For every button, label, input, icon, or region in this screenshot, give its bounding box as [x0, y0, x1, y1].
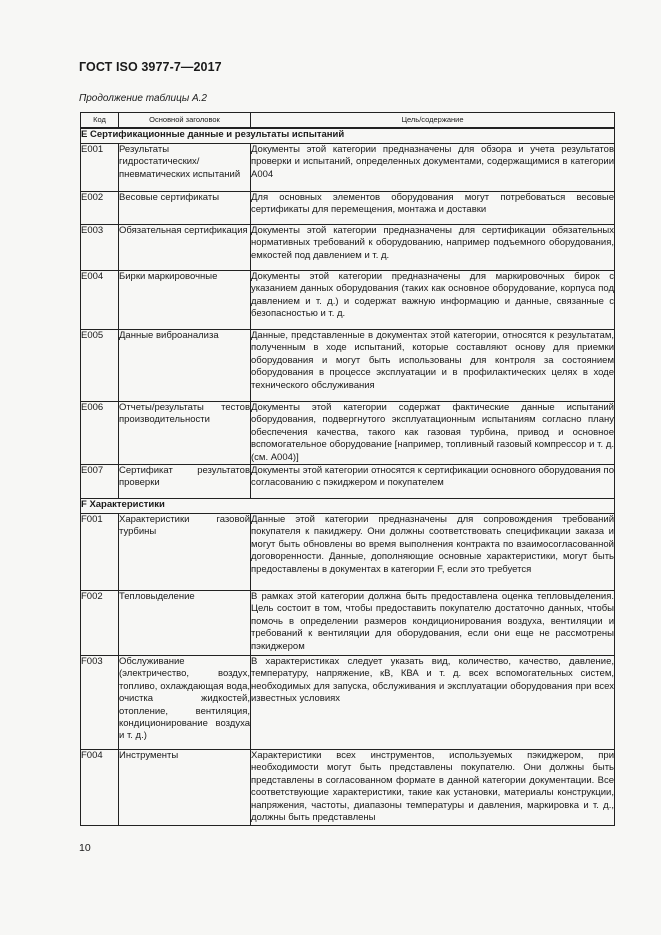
- row-heading: Обязательная сертификация: [119, 225, 251, 271]
- row-description: Документы этой категории предназначены для сертификации обязательных нормативных требований к оборудованию, например подъемного оборудования, емкостей под давлением и т. д.: [251, 225, 615, 271]
- row-heading: Бирки маркировочные: [119, 271, 251, 330]
- row-heading: Обслуживание (электричество, воздух, топливо, охлаждающая вода, очистка жидкостей, отопление, вентиляция, кондиционирование воздуха и т. д.): [119, 656, 251, 750]
- section-title: F Характеристики: [81, 499, 615, 514]
- table-row: [81, 591, 615, 656]
- row-description: Документы этой категории предназначены для маркировочных бирок с указанием данных оборудования (таких как основное оборудование, корпуса под давлением и т. д.) и содержат важную информацию и данные, связанные с безопасностью и т. д.: [251, 271, 615, 330]
- column-header-heading: Основной заголовок: [119, 113, 251, 129]
- row-code: Е007: [81, 465, 119, 499]
- row-heading: Данные виброанализа: [119, 330, 251, 402]
- row-description: Для основных элементов оборудования могут потребоваться весовые сертификаты для перемещения, монтажа и доставки: [251, 192, 615, 225]
- column-header-code: Код: [81, 113, 119, 129]
- row-description: В рамках этой категории должна быть предоставлена оценка тепловыделения. Цель состоит в том, чтобы предоставить покупателю достаточно данных, чтобы помочь в определении размеров кондиционирования воздуха, вентиляции и требований к вентиляции для оборудования, если они еще не рассмотрены пэкиджером: [251, 591, 615, 656]
- row-code: Е001: [81, 144, 119, 192]
- row-code: F002: [81, 591, 119, 656]
- row-description: Данные, представленные в документах этой категории, относятся к результатам, полученным в ходе испытаний, которые составляют основу для приемки оборудования и могут быть использованы для контроля за состоянием оборудования в процессе эксплуатации и в профилактических целях в ходе технического обслуживания: [251, 330, 615, 402]
- row-heading: Тепловыделение: [119, 591, 251, 656]
- row-description: Характеристики всех инструментов, используемых пэкиджером, при необходимости могут быть представлены покупателю. Они должны быть представлены в согласованном формате в данной категории документации. Все соответствующие характеристики, такие как установки, материалы конструкции, напряжения, частоты, диапазоны температуры и давления, маркировка и т. д., должны быть представлены: [251, 750, 615, 826]
- table-header-row: [81, 113, 615, 129]
- row-description: Документы этой категории содержат фактические данные испытаний оборудования, подвергнутого эксплуатационным испытаниям согласно плану обеспечения качества, такого как газовая турбина, привод и основное вспомогательное оборудование [например, топливный газовый компрессор и т. д. (см. А004)]: [251, 402, 614, 463]
- table-row: [81, 271, 615, 330]
- table-row: [81, 656, 615, 750]
- row-code: F003: [81, 656, 119, 750]
- row-code: Е004: [81, 271, 119, 330]
- row-description: Документы этой категории предназначены для обзора и учета результатов проверки и испытаний, определенных документами, содержащимися в категории А004: [251, 144, 615, 192]
- row-heading: Отчеты/результаты тестов производительности: [119, 402, 251, 465]
- table-row: [81, 750, 615, 826]
- row-code: Е003: [81, 225, 119, 271]
- table-row: [81, 514, 615, 591]
- row-code: F001: [81, 514, 119, 591]
- row-code: Е002: [81, 192, 119, 225]
- row-code: Е005: [81, 330, 119, 402]
- section-title: Е Сертификационные данные и результаты испытаний: [81, 128, 615, 144]
- table-row: [81, 402, 615, 465]
- table-row: [81, 192, 615, 225]
- section-row: [81, 128, 615, 144]
- table-row: [81, 465, 615, 499]
- column-header-description: Цель/содержание: [251, 113, 615, 129]
- table-row: [81, 330, 615, 402]
- row-heading: Инструменты: [119, 750, 251, 826]
- data-table: [80, 112, 615, 826]
- row-description: Данные этой категории предназначены для сопровождения требований покупателя к пакиджеру. Они должны соответствовать спецификации заказа и могут быть обновлены во время выполнения контракта по взаимосогласованной договоренности. Данные, дополняющие основные характеристики, могут быть предоставлены в документах в категории F, если это требуется: [251, 514, 615, 591]
- document-header: ГОСТ ISO 3977-7—2017: [79, 60, 222, 74]
- row-description: В характеристиках следует указать вид, количество, качество, давление, температуру, напряжение, кВ, КВА и т. д. всех вспомогательных систем, необходимых для запуска, обслуживания и эксплуатации оборудования при всех известных условиях: [251, 656, 615, 750]
- table-row: [81, 144, 615, 192]
- page-number: 10: [79, 842, 91, 854]
- row-heading: Сертификат результатов проверки: [119, 465, 251, 499]
- section-row: [81, 499, 615, 514]
- row-heading: Характеристики газовой турбины: [119, 514, 251, 591]
- table-caption: Продолжение таблицы А.2: [79, 93, 207, 104]
- table-row: [81, 225, 615, 271]
- row-description: Документы этой категории относятся к сертификации основного оборудования по согласованию с пэкиджером и покупателем: [251, 465, 615, 499]
- row-code: Е006: [81, 402, 119, 465]
- row-code: F004: [81, 750, 119, 826]
- row-heading: Весовые сертификаты: [119, 192, 251, 225]
- row-heading: Результаты гидростатических/пневматических испытаний: [119, 144, 251, 192]
